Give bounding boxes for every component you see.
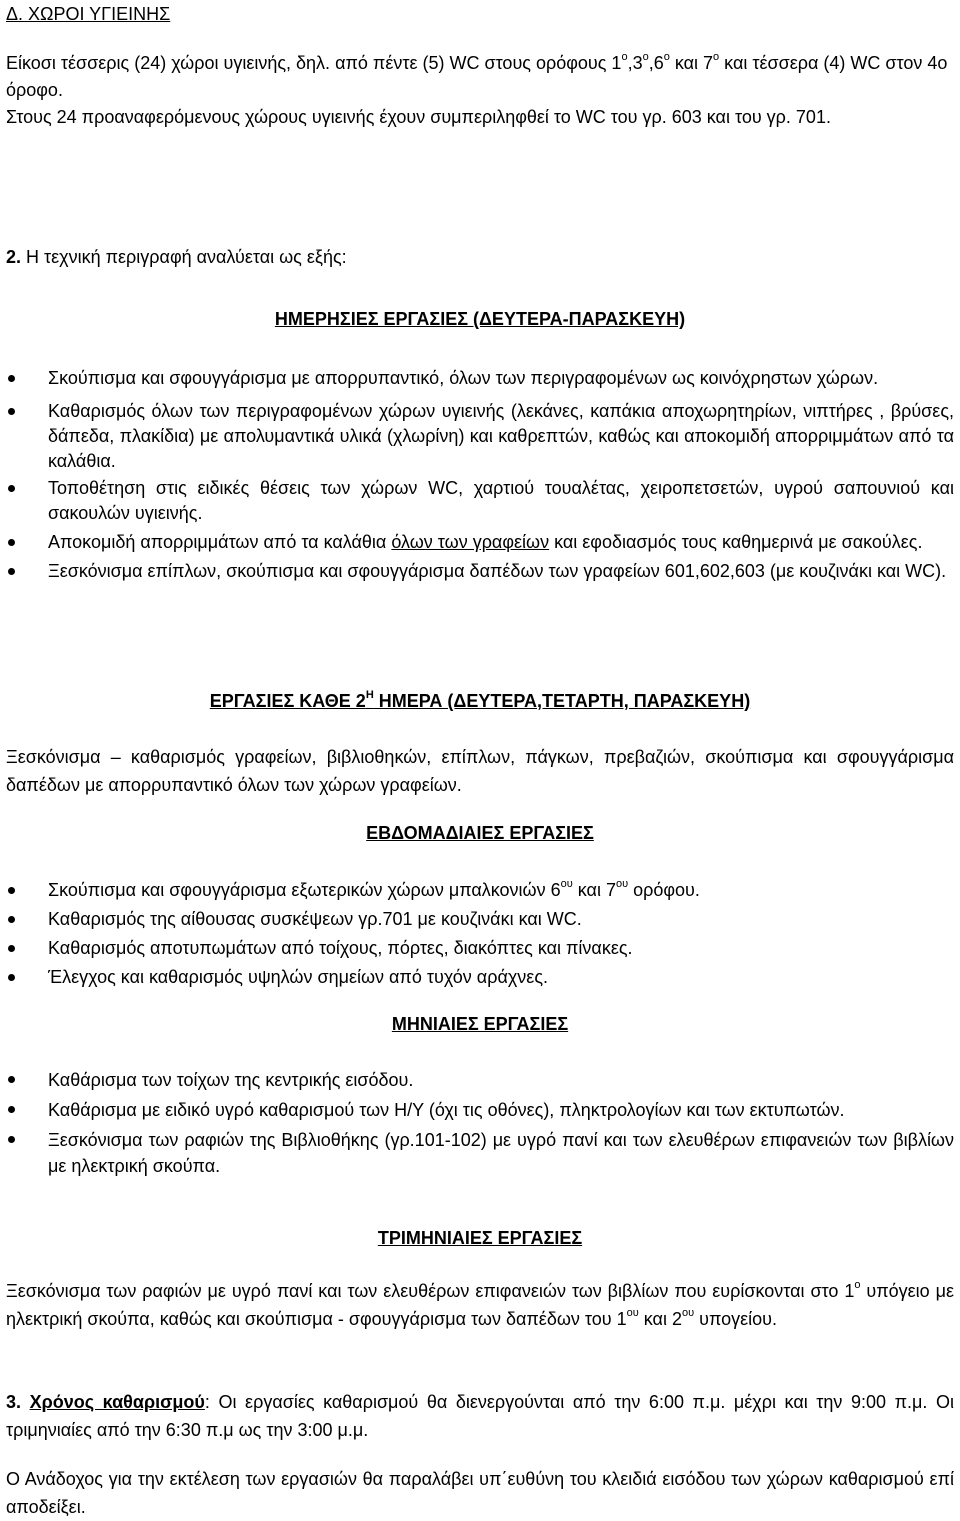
sup-ou: ου xyxy=(560,878,573,890)
bullet-icon xyxy=(8,568,15,575)
list-item-text: Καθαρισμός αποτυπωμάτων από τοίχους, πόρτες, διακόπτες και πίνακες. xyxy=(48,938,633,958)
bullet-icon xyxy=(8,887,15,894)
daily-tasks-list xyxy=(6,366,954,584)
list-item xyxy=(6,1067,954,1093)
sup-ou: ου xyxy=(681,1307,695,1319)
list-item-text: Καθαρισμός της αίθουσας συσκέψεων γρ.701 με κουζινάκι και WC. xyxy=(48,909,582,929)
list-item-text: και 7 xyxy=(572,880,616,900)
list-item xyxy=(6,963,954,992)
monthly-tasks-title: ΜΗΝΙΑΙΕΣ ΕΡΓΑΣΙΕΣ xyxy=(391,1014,569,1034)
every2-title-text: ΕΡΓΑΣΙΕΣ ΚΑΘΕ 2 xyxy=(209,691,366,711)
list-item xyxy=(6,366,954,391)
list-item-text: Καθαρισμός όλων των περιγραφομένων χώρων υγιεινής (λεκάνες, καπάκια αποχωρητηρίων, νιπτήρες , βρύσες, δάπεδα, πλακίδια) με απολυμαντικά υλικά (χλωρίνη) και καθρεπτών, καθώς και αποκομιδή απορριμμάτων από τα καλάθια. xyxy=(48,401,954,471)
every-second-day-text: Ξεσκόνισμα – καθαρισμός γραφείων, βιβλιοθηκών, επίπλων, πάγκων, πρεβαζιών, σκούπισμα και σφουγγάρισμα δαπέδων με απορρυπαντικό όλων των χώρων γραφείων. xyxy=(6,747,954,795)
bullet-icon xyxy=(8,1106,15,1113)
section-2-heading-text: Η τεχνική περιγραφή αναλύεται ως εξής: xyxy=(21,247,347,267)
quarterly-text-a: Ξεσκόνισμα των ραφιών με υγρό πανί και των ελευθέρων επιφανειών των βιβλίων που ευρίσκονται στο 1 xyxy=(6,1281,855,1301)
bullet-icon xyxy=(8,539,15,546)
section-d-paragraph-1 xyxy=(6,50,954,131)
list-item xyxy=(6,399,954,474)
bullet-icon xyxy=(8,1076,15,1083)
p1-text-d: και 7 xyxy=(669,53,714,73)
bullet-icon xyxy=(8,375,15,382)
section-2-heading xyxy=(6,245,954,270)
section-3-label: Χρόνος καθαρισμού xyxy=(29,1392,205,1412)
p1-text-c: ,6 xyxy=(648,53,664,73)
sup-o: ο xyxy=(621,51,628,63)
list-item-underlined-text: όλων των γραφείων xyxy=(391,532,550,552)
list-item xyxy=(6,530,954,555)
p1-text-a: Είκοσι τέσσερις (24) χώροι υγιεινής, δηλ. από πέντε (5) WC στους ορόφους 1 xyxy=(6,53,622,73)
bullet-icon xyxy=(8,485,15,492)
quarterly-text-b: υπόγειο με ηλεκτρική σκούπα, καθώς και σκούπισμα - σφουγγάρισμα των δαπέδων του 1 xyxy=(6,1281,954,1329)
quarterly-tasks-text xyxy=(6,1277,954,1333)
list-item-text: Καθάρισμα με ειδικό υγρό καθαρισμού των Η/Υ (όχι τις οθόνες), πληκτρολογίων και των εκτυπωτών. xyxy=(48,1100,845,1120)
list-item-text: Έλεγχος και καθαρισμός υψηλών σημείων από τυχόν αράχνες. xyxy=(48,967,548,987)
quarterly-text-c: και 2 xyxy=(638,1309,682,1329)
sup-ou: ου xyxy=(615,878,629,890)
list-item-text: Καθάρισμα των τοίχων της κεντρικής εισόδου. xyxy=(48,1070,414,1090)
sup-eta: Η xyxy=(365,689,374,701)
list-item-text: Ξεσκόνισμα των ραφιών της Βιβλιοθήκης (γρ.101-102) με υγρό πανί και των ελευθέρων επιφανειών των βιβλίων με ηλεκτρική σκούπα. xyxy=(48,1130,954,1176)
list-item-text: Σκούπισμα και σφουγγάρισμα με απορρυπαντικό, όλων των περιγραφομένων ως κοινόχρηστων χώρων. xyxy=(48,368,879,388)
list-item-text: και εφοδιασμός τους καθημερινά με σακούλες. xyxy=(549,532,923,552)
closing-paragraph: Ο Ανάδοχος για την εκτέλεση των εργασιών θα παραλάβει υπ΄ευθύνη του κλειδιά εισόδου των χώρων καθαρισμού επί αποδείξει. xyxy=(6,1469,954,1517)
list-item xyxy=(6,1097,954,1123)
list-item xyxy=(6,876,954,905)
sup-o: ο xyxy=(854,1279,861,1291)
every2-title-text: ΗΜΕΡΑ (ΔΕΥΤΕΡΑ,ΤΕΤΑΡΤΗ, ΠΑΡΑΣΚΕΥΗ) xyxy=(373,691,751,711)
bullet-icon xyxy=(8,916,15,923)
list-item-text: ορόφου. xyxy=(628,880,700,900)
every-second-day-title xyxy=(6,689,954,714)
list-item-text: Τοποθέτηση στις ειδικές θέσεις των χώρων WC, χαρτιού τουαλέτας, χειροπετσετών, υγρού σαπουνιού και σακουλών υγιεινής. xyxy=(48,478,954,523)
list-item-text: Ξεσκόνισμα επίπλων, σκούπισμα και σφουγγάρισμα δαπέδων των γραφείων 601,602,603 (με κουζινάκι και WC). xyxy=(48,561,947,581)
list-item xyxy=(6,934,954,963)
daily-tasks-title: ΗΜΕΡΗΣΙΕΣ ΕΡΓΑΣΙΕΣ (ΔΕΥΤΕΡΑ-ΠΑΡΑΣΚΕΥΗ) xyxy=(274,309,686,329)
sup-o: ο xyxy=(663,51,670,63)
p1-text-e: και τέσσερα (4) WC στον 4ο όροφο. xyxy=(6,53,948,100)
bullet-icon xyxy=(8,974,15,981)
bullet-icon xyxy=(8,408,15,415)
weekly-tasks-title: ΕΒΔΟΜΑΔΙΑΙΕΣ ΕΡΓΑΣΙΕΣ xyxy=(366,823,594,843)
section-3-number: 3. xyxy=(6,1392,22,1412)
section-d-title xyxy=(6,2,954,27)
list-item xyxy=(6,1127,954,1179)
quarterly-text-d: υπογείου. xyxy=(694,1309,778,1329)
weekly-tasks-list xyxy=(6,876,954,992)
bullet-icon xyxy=(8,1136,15,1143)
list-item-text: Αποκομιδή απορριμμάτων από τα καλάθια xyxy=(48,532,392,552)
monthly-tasks-list xyxy=(6,1067,954,1179)
sup-o: ο xyxy=(713,51,720,63)
list-item xyxy=(6,476,954,526)
list-item xyxy=(6,905,954,934)
section-3-cleaning-time xyxy=(6,1388,954,1444)
bullet-icon xyxy=(8,945,15,952)
section-2-number: 2. xyxy=(6,247,22,267)
p1-text-b: ,3 xyxy=(627,53,643,73)
section-3-text: : Οι εργασίες καθαρισμού θα διενεργούνται από την 6:00 π.μ. μέχρι και την 9:00 π.μ. Οι τριμηνιαίες από την 6:30 π.μ ως την 3:00 μ.μ. xyxy=(6,1392,954,1440)
list-item xyxy=(6,559,954,584)
section-d-paragraph-2: Στους 24 προαναφερόμενους χώρους υγιεινής έχουν συμπεριληφθεί το WC του γρ. 603 και του γρ. 701. xyxy=(6,107,831,127)
sup-o: ο xyxy=(642,51,649,63)
section-d-title-text: Δ. ΧΩΡΟΙ ΥΓΙΕΙΝΗΣ xyxy=(6,4,171,24)
sup-ou: ου xyxy=(626,1307,639,1319)
quarterly-tasks-title: ΤΡΙΜΗΝΙΑΙΕΣ ΕΡΓΑΣΙΕΣ xyxy=(377,1228,583,1248)
list-item-text: Σκούπισμα και σφουγγάρισμα εξωτερικών χώρων μπαλκονιών 6 xyxy=(48,880,561,900)
